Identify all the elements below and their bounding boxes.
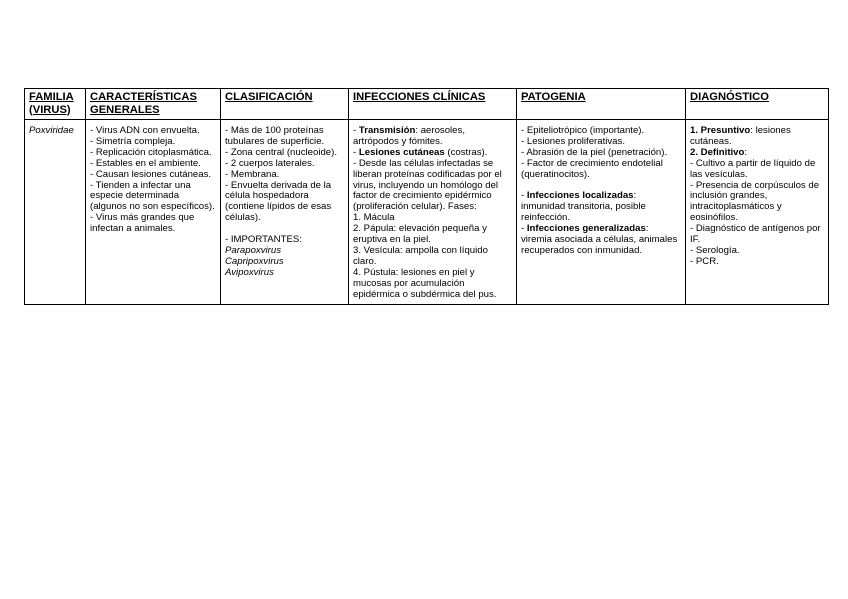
list-item: - Virus ADN con envuelta.: [90, 125, 200, 136]
header-familia: FAMILIA (VIRUS): [25, 89, 86, 120]
header-infecciones: INFECCIONES CLÍNICAS: [349, 89, 517, 120]
list-item: - Lesiones proliferativas.: [521, 135, 625, 147]
list-item: - Epiteliotrópico (importante).: [521, 125, 645, 136]
list-item: - Más de 100 proteínas tubulares de superficie.: [225, 125, 327, 147]
list-item: - Abrasión de la piel (penetración).: [521, 146, 668, 158]
familia-name: Poxviridae: [29, 125, 74, 136]
list-item: - Causan lesiones cutáneas.: [90, 168, 212, 180]
genus-name: Avipoxvirus: [225, 266, 274, 278]
list-item: - Tienden a infectar una especie determinada (algunos no son específicos).: [90, 179, 215, 213]
genus-name: Capripoxvirus: [225, 255, 284, 267]
bullet-prefix: -: [521, 190, 527, 202]
list-item: - PCR.: [690, 255, 719, 267]
lesiones-label: Lesiones cutáneas: [358, 146, 445, 158]
header-clasificacion: CLASIFICACIÓN: [221, 89, 349, 120]
fase-item: 3. Vesícula: ampolla con líquido claro.: [353, 244, 491, 267]
generalizadas-line: [521, 224, 681, 257]
list-item: - Replicación citoplasmática.: [90, 146, 212, 158]
header-row: [25, 89, 829, 120]
header-diagnostico: DIAGNÓSTICO: [686, 89, 829, 120]
importantes-label: - IMPORTANTES:: [225, 234, 302, 246]
generalizadas-label: Infecciones generalizadas: [526, 223, 646, 235]
fase-item: 1. Mácula: [353, 212, 395, 224]
list-item: - Virus más grandes que infectan a animales.: [90, 212, 198, 235]
presuntivo-label: 1. Presuntivo: [690, 125, 751, 136]
list-item: - Presencia de corpúsculos de inclusión grandes, intracitoplasmáticos y eosinófilos.: [690, 179, 822, 224]
list-item: - Factor de crecimiento endotelial (queratinocitos).: [521, 157, 666, 180]
virus-table: [24, 88, 829, 305]
list-item: - 2 cuerpos laterales.: [225, 157, 315, 169]
transmision-line: [353, 126, 512, 148]
transmision-label: Transmisión: [358, 125, 416, 136]
lesiones-text: (costras).: [444, 146, 488, 158]
list-item: - Zona central (nucleoide).: [225, 146, 337, 158]
localizadas-line: [521, 191, 681, 224]
presuntivo-line: [690, 126, 824, 148]
localizadas-label: Infecciones localizadas: [526, 190, 634, 202]
definitivo-text: :: [744, 146, 748, 158]
list-item: - Membrana.: [225, 168, 280, 180]
descripcion-text: - Desde las células infectadas se liberan proteínas codificadas por el virus, incluyendo un homólogo del factor de crecimiento epidérmico (proliferación celular). Fases:: [353, 157, 505, 213]
genus-name: Parapoxvirus: [225, 244, 281, 256]
list-item: - Envuelta derivada de la célula hospedadora (contiene lípidos de esas células).: [225, 179, 334, 224]
list-item: - Simetría compleja.: [90, 135, 176, 147]
header-patogenia: PATOGENIA: [517, 89, 686, 120]
table-row: [25, 120, 829, 305]
cell-familia: [25, 120, 86, 305]
bullet-prefix: -: [521, 223, 527, 235]
transmision-text: : aerosoles, artrópodos y fómites.: [353, 125, 468, 147]
fase-item: 2. Pápula: elevación pequeña y eruptiva en la piel.: [353, 223, 490, 246]
list-item: - Serología.: [690, 244, 740, 256]
cell-caracteristicas: [86, 120, 221, 305]
cell-infecciones: [349, 120, 517, 305]
list-item: - Diagnóstico de antígenos por IF.: [690, 223, 824, 246]
list-item: - Cultivo a partir de líquido de las vesículas.: [690, 157, 818, 180]
definitivo-label: 2. Definitivo: [690, 146, 745, 158]
list-item: - Estables en el ambiente.: [90, 157, 201, 169]
cell-patogenia: [517, 120, 686, 305]
fase-item: 4. Pústula: lesiones en piel y mucosas por acumulación epidérmica o subdérmica del pus.: [353, 266, 497, 300]
cell-diagnostico: [686, 120, 829, 305]
header-caracteristicas: CARACTERÍSTICAS GENERALES: [86, 89, 221, 120]
localizadas-text: : inmunidad transitoria, posible reinfección.: [521, 190, 649, 224]
bullet-prefix: -: [353, 146, 359, 158]
presuntivo-text: : lesiones cutáneas.: [690, 125, 794, 147]
cell-clasificacion: [221, 120, 349, 305]
bullet-prefix: -: [353, 125, 359, 136]
generalizadas-text: : viremia asociada a células, animales recuperados con inmunidad.: [521, 223, 680, 256]
